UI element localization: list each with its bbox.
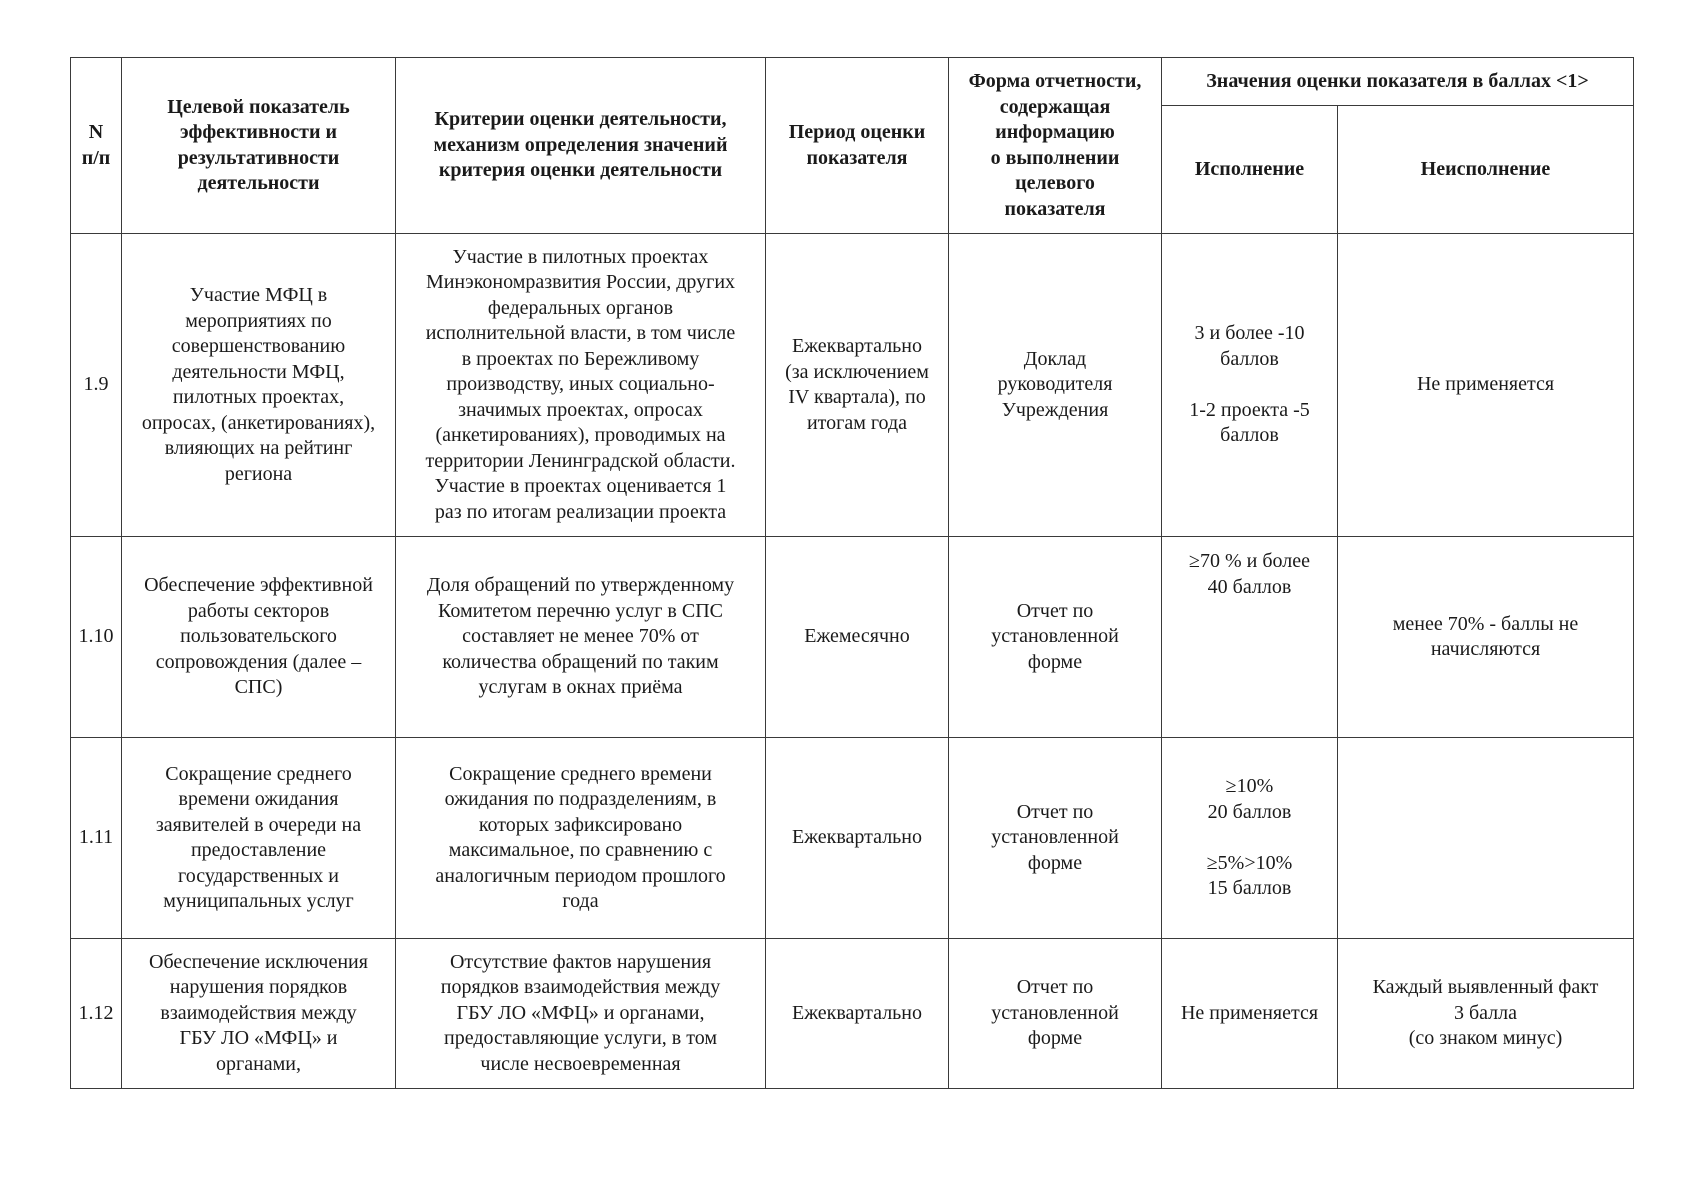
cell-criteria: Сокращение среднего времени ожидания по подразделениям, в которых зафиксировано максимальное, по сравнению с аналогичным периодом прошлого года	[396, 738, 766, 939]
header-values-group: Значения оценки показателя в баллах <1>	[1162, 58, 1634, 106]
table-row	[71, 738, 1634, 939]
cell-fulfilled: Не применяется	[1162, 939, 1338, 1089]
table-row	[71, 939, 1634, 1089]
header-fulfilled: Исполнение	[1162, 106, 1338, 234]
cell-not-fulfilled: менее 70% - баллы не начисляются	[1338, 537, 1634, 738]
cell-fulfilled: 3 и более -10 баллов 1-2 проекта -5 баллов	[1162, 234, 1338, 537]
cell-indicator: Сокращение среднего времени ожидания заявителей в очереди на предоставление государственных и муниципальных услуг	[122, 738, 396, 939]
cell-fulfilled: ≥70 % и более 40 баллов	[1162, 537, 1338, 738]
cell-report-form: Доклад руководителя Учреждения	[949, 234, 1162, 537]
cell-not-fulfilled	[1338, 738, 1634, 939]
cell-report-form: Отчет по установленной форме	[949, 738, 1162, 939]
header-criteria: Критерии оценки деятельности, механизм определения значений критерия оценки деятельности	[396, 58, 766, 234]
cell-report-form: Отчет по установленной форме	[949, 939, 1162, 1089]
cell-criteria: Доля обращений по утвержденному Комитетом перечню услуг в СПС составляет не менее 70% от количества обращений по таким услугам в окнах приёма	[396, 537, 766, 738]
header-period: Период оценки показателя	[766, 58, 949, 234]
header-num: N п/п	[71, 58, 122, 234]
header-row	[71, 58, 1634, 106]
cell-not-fulfilled: Каждый выявленный факт 3 балла (со знаком минус)	[1338, 939, 1634, 1089]
header-not-fulfilled: Неисполнение	[1338, 106, 1634, 234]
cell-num: 1.11	[71, 738, 122, 939]
cell-num: 1.9	[71, 234, 122, 537]
indicators-table	[70, 57, 1634, 1089]
cell-period: Ежеквартально	[766, 738, 949, 939]
table-row	[71, 537, 1634, 738]
cell-criteria: Отсутствие фактов нарушения порядков взаимодействия между ГБУ ЛО «МФЦ» и органами, предоставляющие услуги, в том числе несвоевременная	[396, 939, 766, 1089]
header-indicator: Целевой показатель эффективности и результативности деятельности	[122, 58, 396, 234]
cell-period: Ежеквартально	[766, 939, 949, 1089]
cell-indicator: Обеспечение исключения нарушения порядков взаимодействия между ГБУ ЛО «МФЦ» и органами,	[122, 939, 396, 1089]
cell-period: Ежемесячно	[766, 537, 949, 738]
cell-report-form: Отчет по установленной форме	[949, 537, 1162, 738]
cell-num: 1.12	[71, 939, 122, 1089]
table-row	[71, 234, 1634, 537]
header-report-form: Форма отчетности, содержащая информацию о выполнении целевого показателя	[949, 58, 1162, 234]
cell-not-fulfilled: Не применяется	[1338, 234, 1634, 537]
cell-criteria: Участие в пилотных проектах Минэкономразвития России, других федеральных органов исполнительной власти, в том числе в проектах по Бережливому производству, иных социально- значимых проектах, опросах (анкетированиях), проводимых на территории Ленинградской области. Участие в проектах оценивается 1 раз по итогам реализации проекта	[396, 234, 766, 537]
cell-indicator: Обеспечение эффективной работы секторов пользовательского сопровождения (далее – СПС)	[122, 537, 396, 738]
cell-fulfilled: ≥10% 20 баллов ≥5%>10% 15 баллов	[1162, 738, 1338, 939]
cell-period: Ежеквартально (за исключением IV квартала), по итогам года	[766, 234, 949, 537]
cell-indicator: Участие МФЦ в мероприятиях по совершенствованию деятельности МФЦ, пилотных проектах, опросах, (анкетированиях), влияющих на рейтинг региона	[122, 234, 396, 537]
cell-num: 1.10	[71, 537, 122, 738]
